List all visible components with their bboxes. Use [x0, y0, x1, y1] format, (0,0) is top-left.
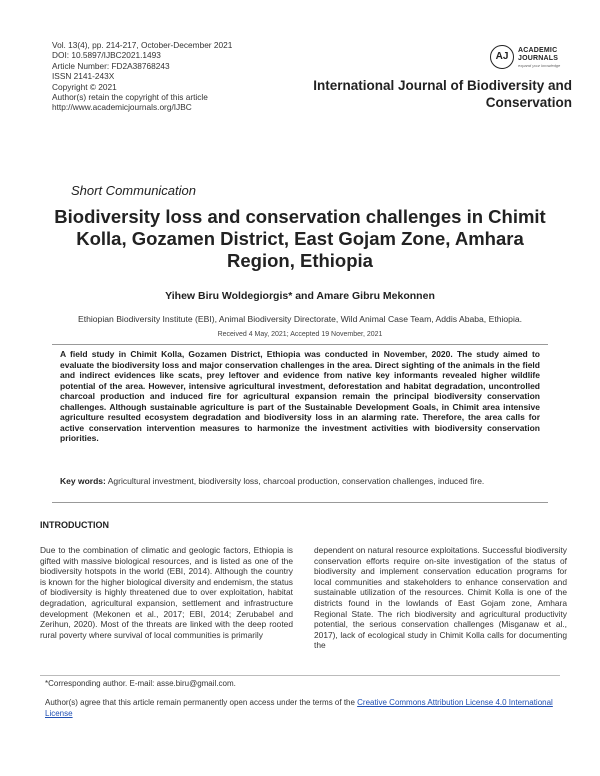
doi: DOI: 10.5897/IJBC2021.1493 — [52, 50, 161, 61]
paper-title: Biodiversity loss and conservation challenges in Chimit Kolla, Gozamen District, East Gojam Zone, Amhara Region, Ethiopia — [54, 206, 546, 271]
authors: Yihew Biru Woldegiorgis* and Amare Gibru Mekonnen — [165, 290, 435, 302]
issn: ISSN 2141-243X — [52, 71, 115, 82]
keywords-divider — [52, 502, 548, 503]
article-number: Article Number: FD2A38768243 — [52, 60, 170, 71]
keywords — [60, 476, 540, 487]
affiliation: Ethiopian Biodiversity Institute (EBI), Animal Biodiversity Directorate, Wild Animal Case Team, Addis Ababa, Ethiopia. — [77, 314, 523, 324]
academic-journals-logo — [490, 45, 585, 75]
copyright: Copyright © 2021 — [52, 81, 117, 92]
journal-name: International Journal of Biodiversity and Conservation — [313, 78, 572, 110]
license-notice — [45, 698, 565, 719]
received-accepted-dates: Received 4 May, 2021; Accepted 19 November, 2021 — [217, 331, 383, 338]
license-link[interactable]: Creative Commons Attribution License 4.0 International License — [45, 698, 553, 718]
article-metadata — [52, 40, 292, 113]
footnote-divider — [40, 675, 560, 676]
intro-column-left: Due to the combination of climatic and geologic factors, Ethiopia is gifted with massive biological resources, and is listed as one of the biodiversity hotspots in the world (EBI, 2014). Although the country is known for the higher biological diversity and endemism, the status of biodiversity is highly threatened due to over exploitation, habitat degradation, agricultural expansion, settlement and infrastructure development (Mekonen et al., 2017; EBI, 2014; Zerubabel and Zerihun, 2020). Most of the threats are linked with the deep rooted rural poverty where survival of local communities is primarily — [40, 545, 293, 640]
license-text: Author(s) agree that this article remain permanently open access under the terms of the — [45, 698, 358, 707]
introduction-heading: INTRODUCTION — [40, 520, 109, 530]
abstract: A field study in Chimit Kolla, Gozamen District, Ethiopia was conducted in November, 2020. The study aimed to evaluate the biodiversity loss and major conservation challenges in the area. Direct sighting of the animals in the field and indirect evidences like scats, prey leftover and evidence from native key informants revealed higher wildlife potential of the area. However, intensive agricultural investment, deforestation and habitat degradation, uncontrolled charcoal production and induced fire for agricultural expansion remain the principal biodiversity conservation challenges. Although sustainable agriculture is part of the Sustainable Development Goals, in Chimit area intensive agriculture resulted ecosystem degradation and biodiversity loss in an alarming rate. Therefore, the area calls for active conservation intervention measures to harmonize the investment activities with biodiversity conservation priorities. — [60, 349, 540, 443]
journal-url[interactable]: http://www.academicjournals.org/IJBC — [52, 102, 192, 113]
article-type: Short Communication — [71, 183, 196, 198]
logo-initials: AJ — [490, 45, 514, 69]
keywords-label: Key words: — [60, 476, 106, 486]
volume-info: Vol. 13(4), pp. 214-217, October-December 2021 — [52, 40, 233, 50]
logo-tagline: expand your knowledge — [518, 63, 561, 68]
intro-column-right: dependent on natural resource exploitations. Successful biodiversity conservation efforts require on-site investigation of the status of biodiversity and implement conservation education programs for local communities and stakeholders to enhance conservation and sustainable utilization of the resources. Chimit Kolla is one of the districts found in the lowlands of East Gojam zone, Amhara Regional State. The rich biodiversity and agricultural productivity potential, the serious conservation challenges (Misganaw et al., 2017), lack of ecological study in Chimit Kolla calls for documenting the — [314, 545, 567, 651]
corresponding-author: *Corresponding author. E-mail: asse.biru@gmail.com. — [45, 679, 236, 688]
author-rights: Author(s) retain the copyright of this article — [52, 92, 208, 103]
keywords-text: Agricultural investment, biodiversity loss, charcoal production, conservation challenges, induced fire. — [107, 476, 485, 486]
logo-wordmark: ACADEMIC JOURNALS — [518, 47, 559, 62]
